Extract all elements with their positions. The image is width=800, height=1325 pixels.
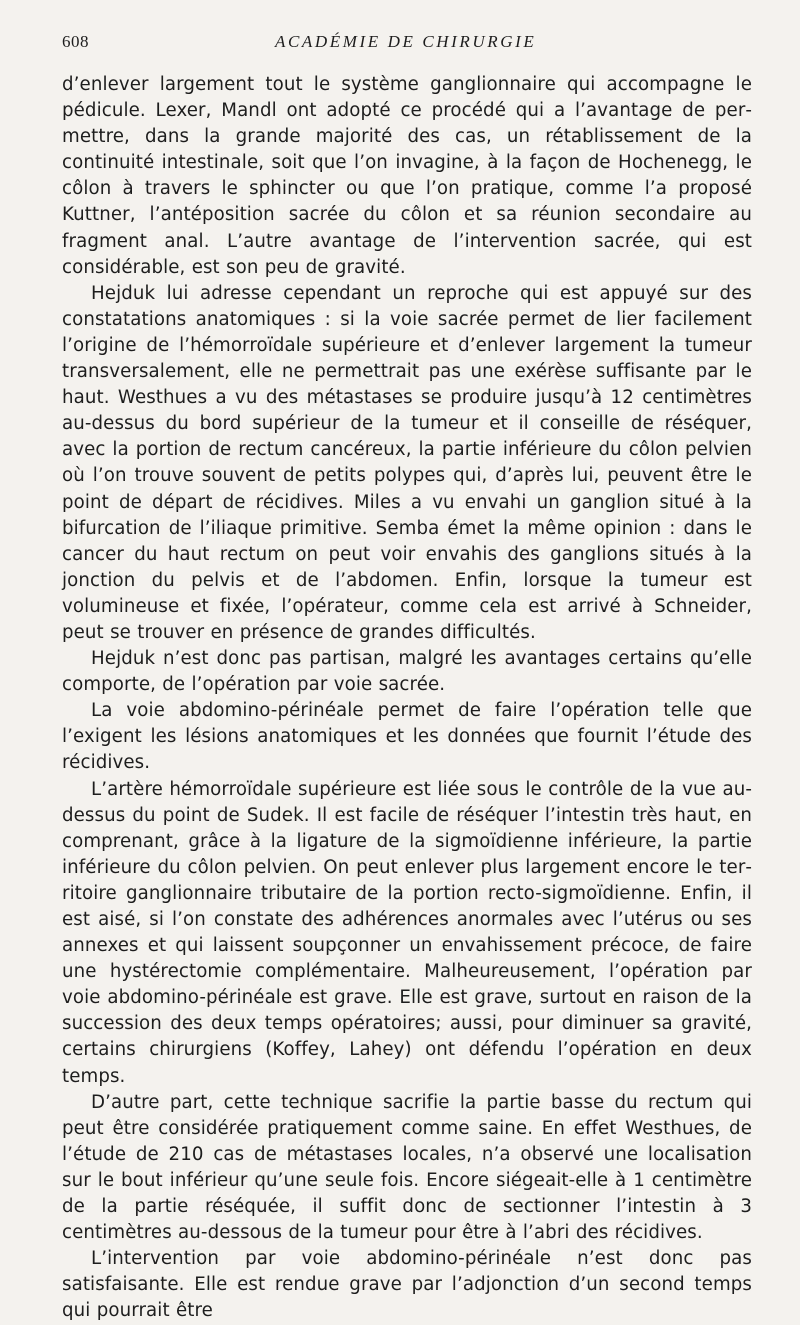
paragraph-7: L’intervention par voie abdomino-périnéale n’est donc pas satisfaisante. Elle est rendue grave par l’adjonction d’un second temps qui pourrait être xyxy=(62,1248,752,1322)
paragraph-2: Hejduk lui adresse cependant un reproche qui est appuyé sur des constatations anatomiques : si la voie sacrée permet de lier facilement l’origine de l’hémorroïdale supérieure et d’enlever largement la tumeur transversalement, elle ne permettrait pas une exérèse suffisante par le haut. Westhues a vu des métastases se produire jusqu’à 12 centimètres au-dessus du bord supérieur de la tumeur et il conseille de réséquer, avec la portion de rectum cancéreux, la partie inférieure du côlon pelvien où l’on trouve souvent de petits polypes qui, d’après lui, peuvent être le point de départ de récidives. Miles a vu envahi un ganglion situé à la bifurcation de l’iliaque primitive. Semba émet la même opinion : dans le cancer du haut rectum on peut voir envahis des ganglions situés à la jonction du pelvis et de l’abdomen. Enfin, lorsque la tumeur est volumineuse et fixée, l’opérateur, comme cela est arrivé à Schneider, peut se trouver en présence de grandes difficultés. xyxy=(62,282,752,643)
paragraph-5: L’artère hémorroïdale supérieure est liée sous le contrôle de la vue au-dessus du point de Sudek. Il est facile de réséquer l’intestin très haut, en comprenant, grâce à la ligature de la sigmoïdienne inférieure, la partie inférieure du côlon pelvien. On peut enlever plus largement encore le territoire ganglionnaire tributaire de la portion recto-sigmoïdienne. Enfin, il est aisé, si l’on constate des adhérences anormales avec l’utérus ou ses annexes et qui laissent soupçonner un envahissement précoce, de faire une hystérectomie complémentaire. Malheureusement, l’opération par voie abdomino-périnéale est grave. Elle est grave, surtout en raison de la succession des deux temps opératoires; aussi, pour diminuer sa gravité, certains chirurgiens (Koffey, Lahey) ont défendu l’opération en deux temps. xyxy=(62,778,752,1087)
paragraph-3: Hejduk n’est donc pas partisan, malgré les avantages certains qu’elle comporte, de l’opération par voie sacrée. xyxy=(62,648,752,696)
paragraph-6: D’autre part, cette technique sacrifie la partie basse du rectum qui peut être considérée pratiquement comme saine. En effet Westhues, de l’étude de 210 cas de métastases locales, n’a observé une localisation sur le bout inférieur qu’une seule fois. Encore siégeait-elle à 1 centimètre de la partie réséquée, il suffit donc de sectionner l’intestin à 3 centimètres au-dessous de la tumeur pour être à l’abri des récidives. xyxy=(62,1091,752,1244)
paragraph-1: d’enlever largement tout le système ganglionnaire qui accompagne le pédicule. Lexer, Mandl ont adopté ce procédé qui a l’avantage de permettre, dans la grande majorité des cas, un rétablissement de la continuité intestinale, soit que l’on invagine, à la façon de Hochenegg, le côlon à travers le sphincter ou que l’on pratique, comme l’a proposé Kuttner, l’antéposition sacrée du côlon et sa réunion secondaire au fragment anal. L’autre avantage de l’intervention sacrée, qui est considérable, est son peu de gravité. xyxy=(62,74,752,278)
running-title: ACADÉMIE DE CHIRURGIE xyxy=(275,32,537,51)
page-header xyxy=(62,32,752,56)
paragraph-4: La voie abdomino-périnéale permet de faire l’opération telle que l’exigent les lésions anatomiques et les données que fournit l’étude des récidives. xyxy=(62,700,752,774)
page-number: 608 xyxy=(62,32,89,51)
body-text xyxy=(62,72,752,1325)
